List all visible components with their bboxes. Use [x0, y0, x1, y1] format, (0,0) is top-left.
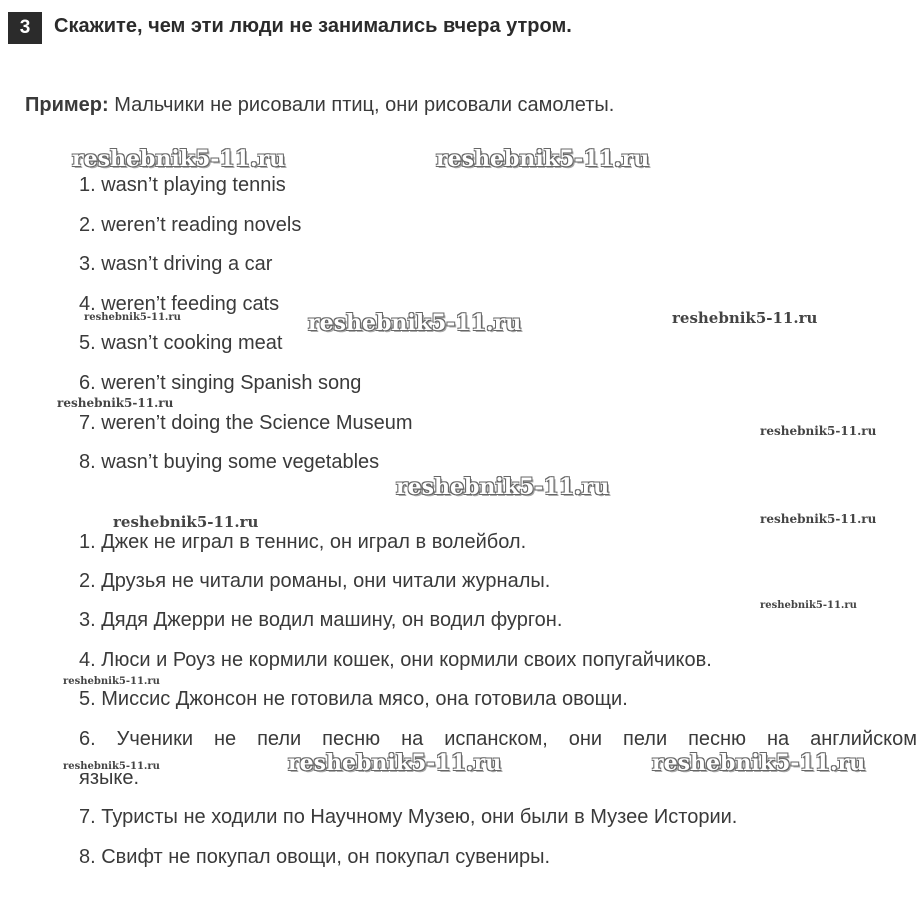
english-answer-2: 2. weren’t reading novels [79, 214, 302, 236]
russian-answer-4: 4. Люси и Роуз не кормили кошек, они кормили своих попугайчиков. [79, 649, 712, 671]
russian-answer-6-continuation: языке. [79, 767, 140, 789]
watermark: reshebnik5-11.ru [760, 512, 877, 526]
russian-answer-3: 3. Дядя Джерри не водил машину, он водил фургон. [79, 609, 563, 631]
watermark: reshebnik5-11.ru [63, 676, 160, 687]
english-answer-3: 3. wasn’t driving a car [79, 253, 273, 275]
example [25, 94, 614, 117]
english-answer-7: 7. weren’t doing the Science Museum [79, 412, 413, 434]
english-answer-5: 5. wasn’t cooking meat [79, 332, 283, 354]
russian-answer-5: 5. Миссис Джонсон не готовила мясо, она готовила овощи. [79, 688, 628, 710]
watermark: reshebnik5-11.ru [288, 750, 502, 776]
russian-answer-2: 2. Друзья не читали романы, они читали журналы. [79, 570, 551, 592]
russian-answer-7: 7. Туристы не ходили по Научному Музею, они были в Музее Истории. [79, 806, 738, 828]
watermark: reshebnik5-11.ru [652, 750, 866, 776]
example-label: Пример: [25, 94, 109, 116]
watermark: reshebnik5-11.ru [672, 309, 818, 327]
english-answer-6: 6. weren’t singing Spanish song [79, 372, 362, 394]
watermark: reshebnik5-11.ru [72, 146, 286, 172]
task-number-badge: 3 [8, 12, 42, 44]
russian-answer-8: 8. Свифт не покупал овощи, он покупал сувениры. [79, 846, 551, 868]
russian-answer-1: 1. Джек не играл в теннис, он играл в волейбол. [79, 531, 527, 553]
watermark: reshebnik5-11.ru [63, 761, 160, 772]
watermark: reshebnik5-11.ru [760, 600, 857, 611]
english-answer-8: 8. wasn’t buying some vegetables [79, 451, 380, 473]
russian-answer-6: 6. Ученики не пели песню на испанском, они пели песню на английском [79, 728, 917, 750]
watermark: reshebnik5-11.ru [113, 513, 259, 531]
example-text: Мальчики не рисовали птиц, они рисовали самолеты. [108, 94, 615, 116]
watermark: reshebnik5-11.ru [308, 310, 522, 336]
task-title: Скажите, чем эти люди не занимались вчера утром. [54, 15, 572, 37]
english-answer-4: 4. weren’t feeding cats [79, 293, 280, 315]
watermark: reshebnik5-11.ru [760, 424, 877, 438]
watermark: reshebnik5-11.ru [396, 474, 610, 500]
english-answer-1: 1. wasn’t playing tennis [79, 174, 286, 196]
watermark: reshebnik5-11.ru [57, 396, 174, 410]
watermark: reshebnik5-11.ru [84, 312, 181, 323]
watermark: reshebnik5-11.ru [436, 146, 650, 172]
